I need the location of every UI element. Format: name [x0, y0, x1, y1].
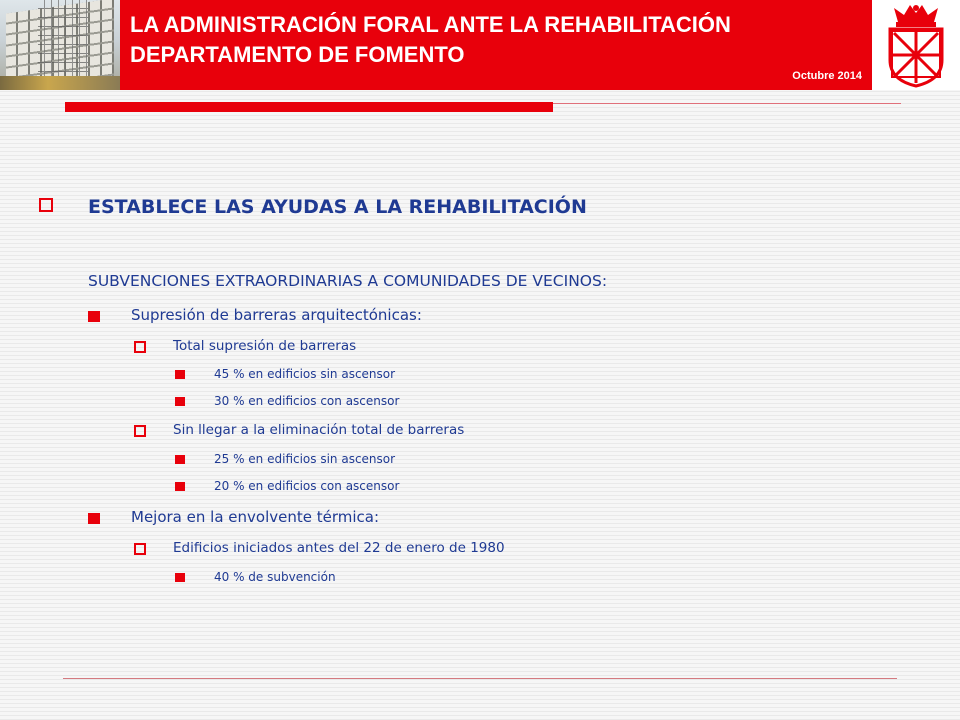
list-item-level1: Supresión de barreras arquitectónicas:	[131, 306, 422, 324]
level3-bullet-icon	[175, 455, 185, 464]
level3-bullet-icon	[175, 397, 185, 406]
list-item-level3: 20 % en edificios con ascensor	[214, 479, 400, 493]
list-item-level3: 25 % en edificios sin ascensor	[214, 452, 396, 466]
level2-bullet-icon	[134, 425, 146, 437]
header-thin-rule	[553, 103, 901, 104]
level2-bullet-icon	[134, 543, 146, 555]
level1-bullet-icon	[88, 311, 100, 322]
list-item-level3: 45 % en edificios sin ascensor	[214, 367, 396, 381]
list-item-level2: Total supresión de barreras	[173, 338, 357, 354]
ground-strip	[0, 76, 120, 90]
slide-header	[0, 0, 960, 90]
list-item-level2: Sin llegar a la eliminación total de barreras	[173, 422, 465, 438]
section-subtitle: SUBVENCIONES EXTRAORDINARIAS A COMUNIDADES DE VECINOS:	[88, 272, 608, 290]
footer-rule	[63, 678, 897, 679]
heading-bullet-icon	[39, 198, 53, 212]
header-title-line2: DEPARTAMENTO DE FOMENTO	[130, 42, 465, 67]
section-heading: ESTABLECE LAS AYUDAS A LA REHABILITACIÓN	[88, 196, 587, 218]
header-date: Octubre 2014	[792, 70, 862, 82]
level3-bullet-icon	[175, 370, 185, 379]
header-underline-bar	[65, 102, 553, 112]
level3-bullet-icon	[175, 573, 185, 582]
level3-bullet-icon	[175, 482, 185, 491]
list-item-level3: 30 % en edificios con ascensor	[214, 394, 400, 408]
building-photo	[0, 0, 120, 90]
navarra-coat-of-arms-icon	[872, 0, 960, 90]
coat-of-arms-svg	[876, 2, 956, 88]
header-title-line1: LA ADMINISTRACIÓN FORAL ANTE LA REHABILITACIÓN	[130, 12, 731, 37]
list-item-level2: Edificios iniciados antes del 22 de enero de 1980	[173, 540, 505, 556]
list-item-level3: 40 % de subvención	[214, 570, 336, 584]
level1-bullet-icon	[88, 513, 100, 524]
level2-bullet-icon	[134, 341, 146, 353]
list-item-level1: Mejora en la envolvente térmica:	[131, 508, 380, 526]
